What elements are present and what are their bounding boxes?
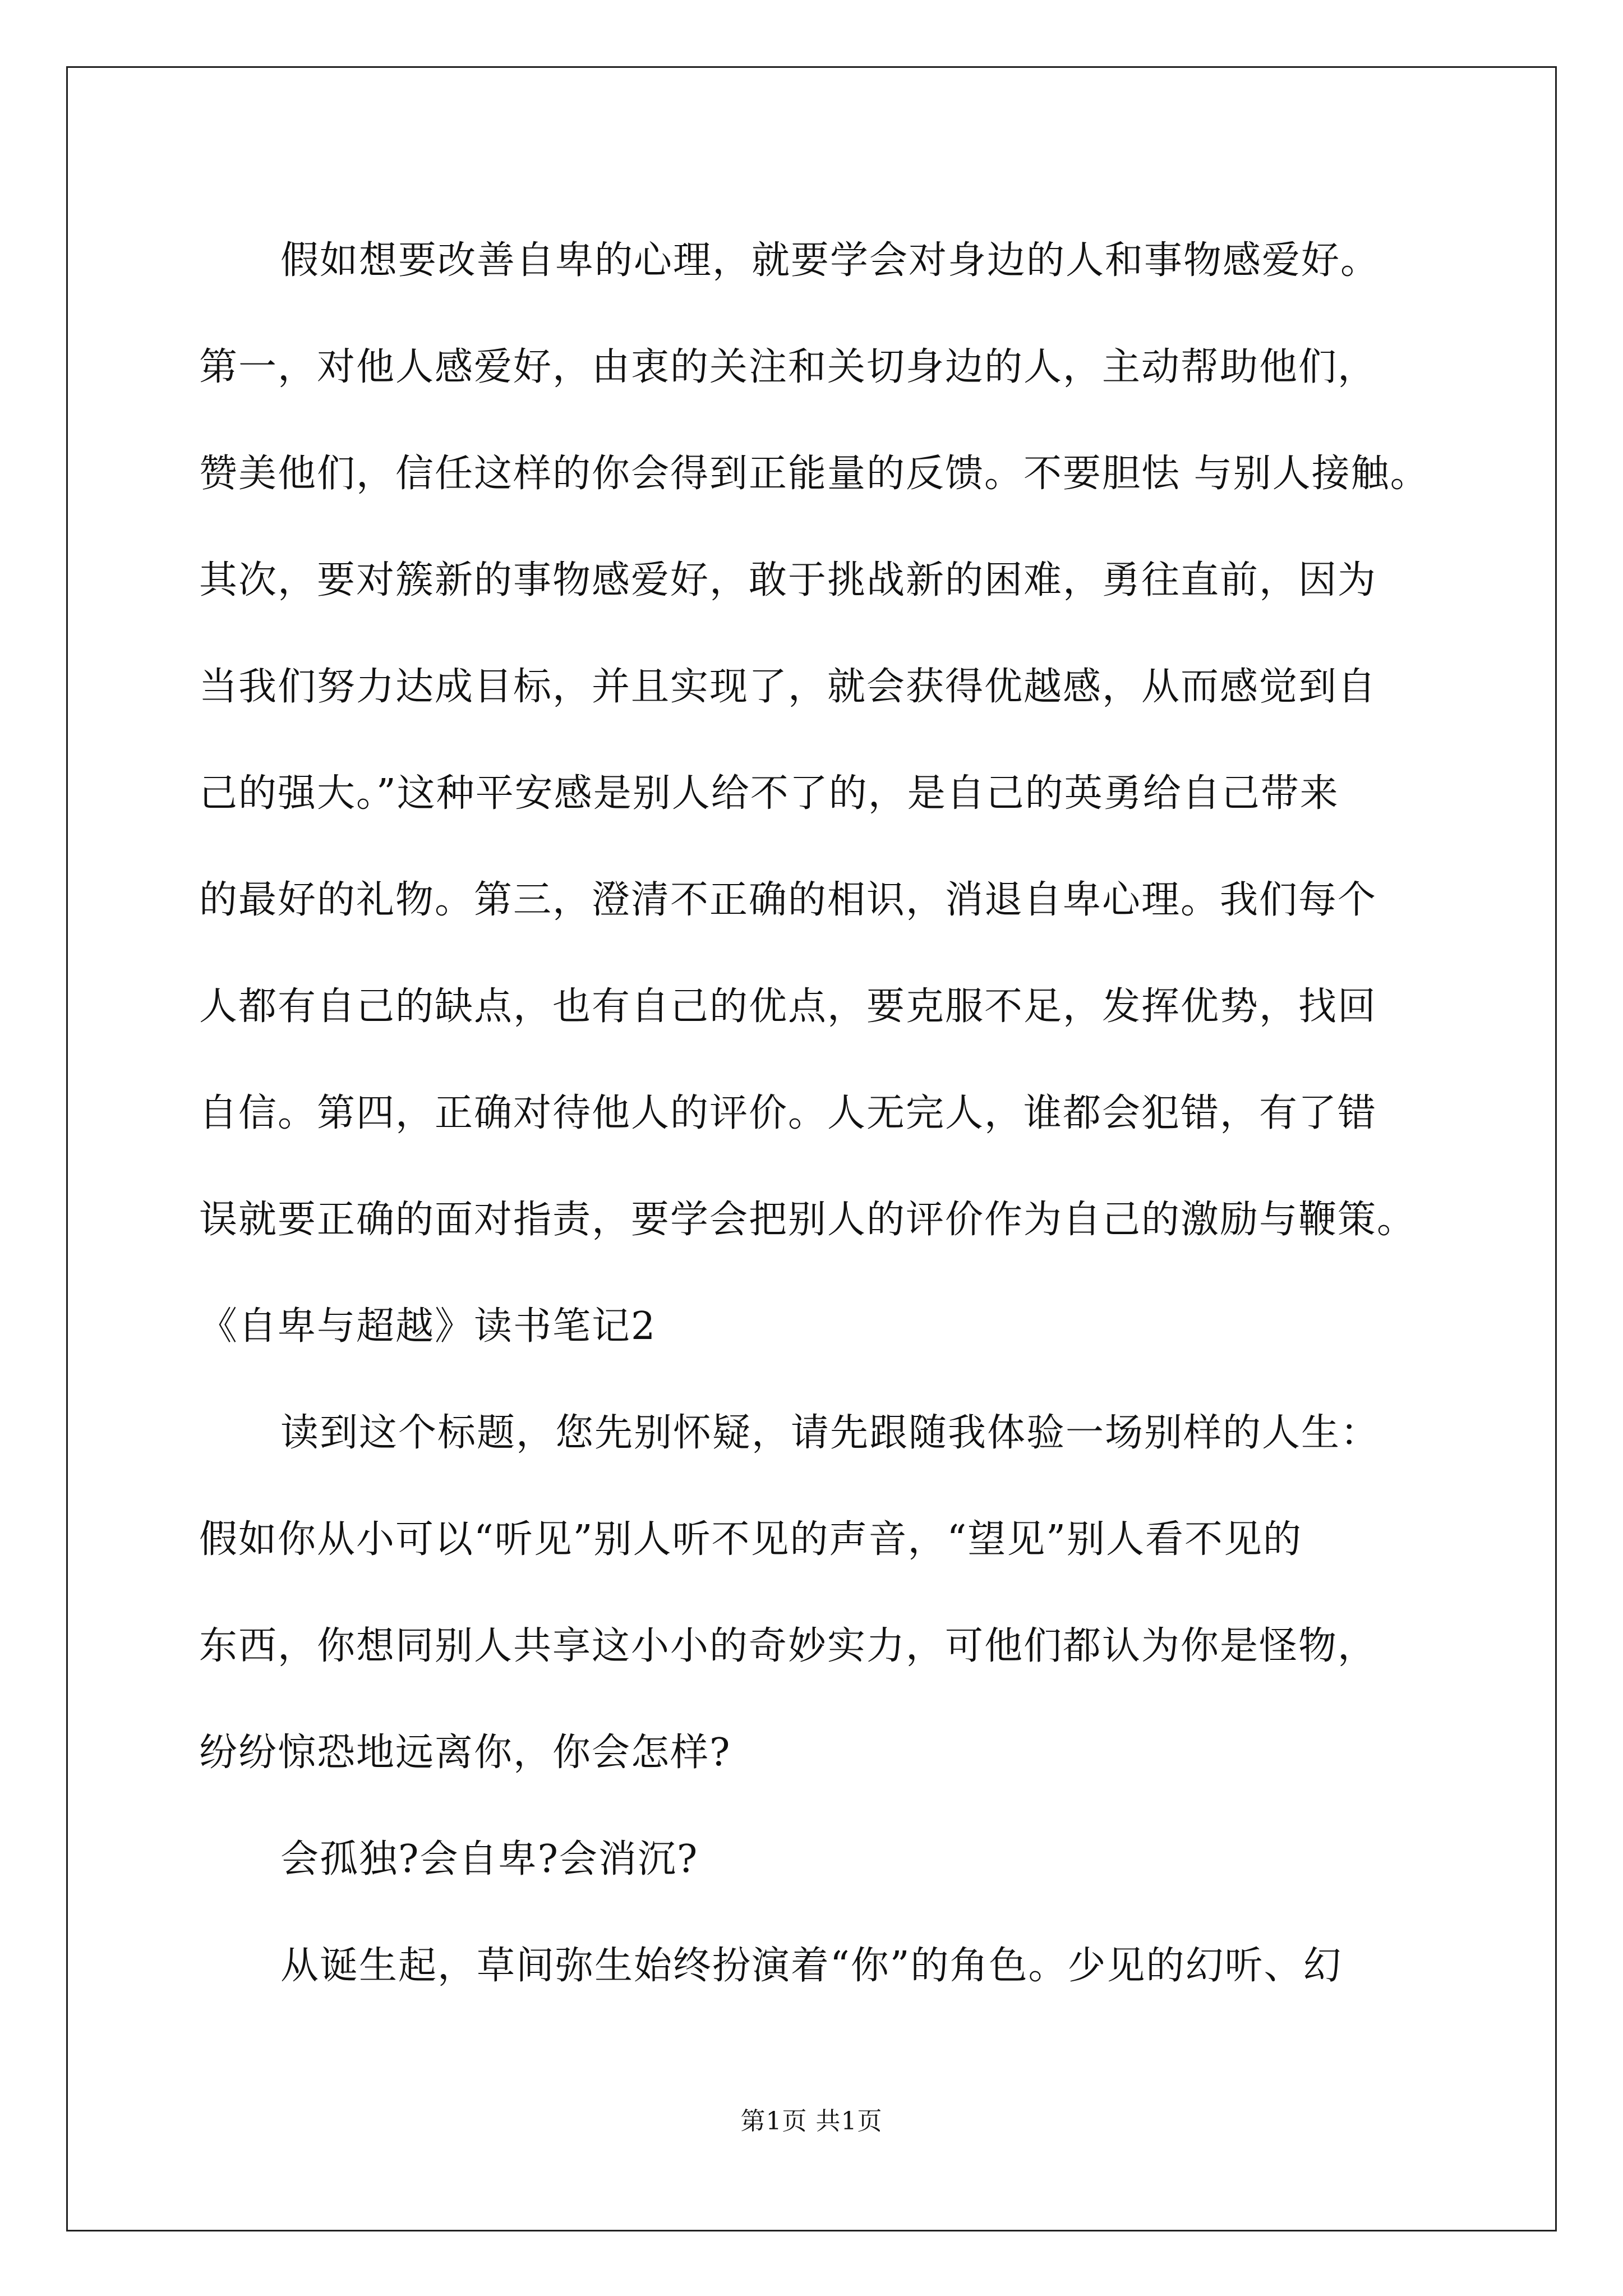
text-line: 第一，对他人感爱好，由衷的关注和关切身边的人，主动帮助他们， <box>199 345 1377 389</box>
page-number-footer: 第1页 共1页 <box>740 2107 883 2136</box>
text-line: 误就要正确的面对指责，要学会把别人的评价作为自己的激励与鞭策。 <box>199 1198 1417 1242</box>
text-line: 东西，你想同别人共享这小小的奇妙实力，可他们都认为你是怪物， <box>199 1624 1377 1668</box>
text-line: 读到这个标题，您先别怀疑，请先跟随我体验一场别样的人生： <box>280 1411 1380 1455</box>
text-line: 会孤独?会自卑?会消沉? <box>280 1837 699 1881</box>
text-line: 人都有自己的缺点，也有自己的优点，要克服不足，发挥优势，找回 <box>199 984 1377 1029</box>
text-line: 自信。第四，正确对待他人的评价。人无完人，谁都会犯错，有了错 <box>199 1091 1377 1135</box>
text-line: 假如你从小可以“听见”别人听不见的声音，“望见”别人看不见的 <box>199 1517 1303 1562</box>
text-line: 假如想要改善自卑的心理，就要学会对身边的人和事物感爱好。 <box>280 238 1380 283</box>
section-heading: 《自卑与超越》读书笔记2 <box>199 1304 657 1349</box>
text-line: 纷纷惊恐地远离你，你会怎样? <box>199 1731 731 1775</box>
text-line: 从诞生起，草间弥生始终扮演着“你”的角色。少见的幻听、幻 <box>280 1944 1343 1988</box>
text-line: 赞美他们，信任这样的你会得到正能量的反馈。不要胆怯 与别人接触。 <box>199 452 1430 496</box>
text-line: 当我们努力达成目标，并且实现了，就会获得优越感，从而感觉到自 <box>199 665 1377 709</box>
text-line: 己的强大。”这种平安感是别人给不了的，是自己的英勇给自己带来 <box>199 771 1339 816</box>
text-line: 的最好的礼物。第三，澄清不正确的相识，消退自卑心理。我们每个 <box>199 878 1377 922</box>
document-body <box>199 208 1433 2019</box>
text-line: 其次，要对簇新的事物感爱好，敢于挑战新的困难，勇往直前，因为 <box>199 558 1377 602</box>
